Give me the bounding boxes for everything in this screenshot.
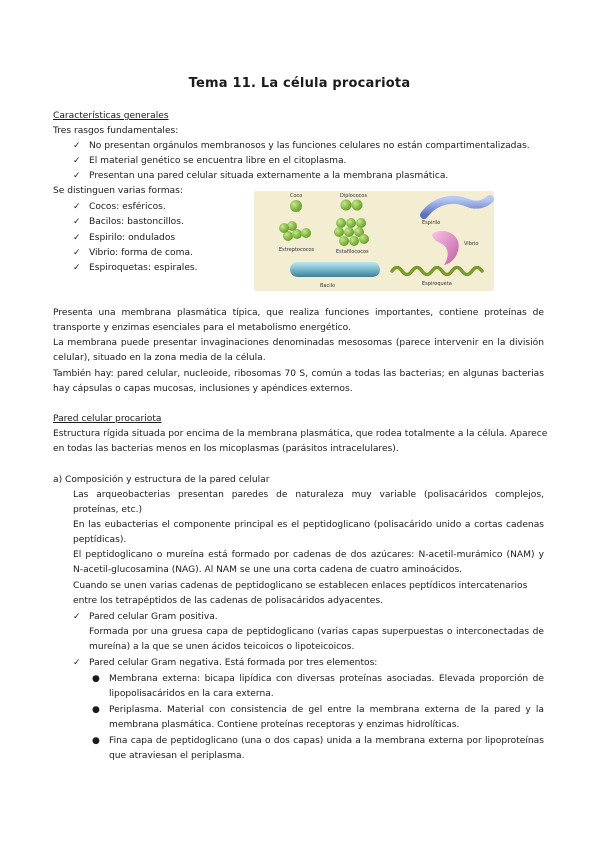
estafilococos-shape: [334, 218, 369, 246]
formas-intro: Se distinguen varias formas:: [53, 186, 183, 196]
rasgo-item: No presentan orgánulos membranosos y las funciones celulares no están compartimentalizadas.: [89, 141, 530, 151]
para-estructuras-line: También hay: pared celular, nucleoide, ribosomas 70 S, común a todas las bacterias; en algunas bacterias: [53, 369, 544, 379]
gram-negative-item-line: Periplasma. Material con consistencia de gel entre la membrana externa de la pared y la: [109, 705, 544, 715]
forma-item: Bacilos: bastoncillos.: [89, 217, 184, 227]
espiroqueta-shape: [392, 268, 482, 275]
subheading-composicion: a) Composición y estructura de la pared celular: [53, 475, 270, 485]
bullet-icon: ●: [92, 705, 100, 715]
para-mesosomas-line: celular), situado en la zona media de la célula.: [53, 353, 266, 363]
gram-negative-item-line: que atraviesan el periplasma.: [109, 751, 245, 761]
gram-positive-heading: Pared celular Gram positiva.: [89, 612, 218, 622]
rasgos-intro: Tres rasgos fundamentales:: [53, 126, 179, 136]
diplococos-shape: [341, 200, 363, 211]
fig-label-espiroqueta: Espiroqueta: [422, 281, 452, 287]
para-peptidoglicano-line: N-acetil-glucosamina (NAG). Al NAM se une una corta cadena de cuatro aminoácidos.: [73, 565, 463, 575]
bullet-icon: ●: [92, 674, 100, 684]
gram-positive-desc-line: Formada por una gruesa capa de peptidoglicano (varias capas superpuestas o interconectadas de: [89, 627, 544, 637]
checkmark-icon: ✓: [73, 233, 81, 243]
para-arqueobacterias-line: Las arqueobacterias presentan paredes de naturaleza muy variable (polisacáridos complejos,: [73, 490, 544, 500]
fig-label-estreptococos: Estreptococos: [279, 247, 315, 253]
checkmark-icon: ✓: [73, 171, 81, 181]
para-arqueobacterias-line: proteínas, etc.): [73, 505, 143, 515]
checkmark-icon: ✓: [73, 141, 81, 151]
para-peptidoglicano-line: El peptidoglicano o mureína está formado por cadenas de dos azúcares: N-acetil-murámico (NAM) y: [73, 550, 544, 560]
para-membrana-line: Presenta una membrana plasmática típica, que realiza funciones importantes, contiene proteínas de: [53, 308, 544, 318]
checkmark-icon: ✓: [73, 263, 81, 273]
coco-shape: [290, 200, 302, 212]
para-membrana-line: transporte y enzimas esenciales para el metabolismo energético.: [53, 323, 351, 333]
forma-item: Espiroquetas: espirales.: [89, 263, 198, 273]
gram-negative-heading: Pared celular Gram negativa. Está formada por tres elementos:: [89, 658, 378, 668]
bullet-icon: ●: [92, 736, 100, 746]
fig-label-vibrio: Vibrio: [464, 241, 479, 247]
page-title: Tema 11. La célula procariota: [188, 76, 411, 91]
rasgo-item: El material genético se encuentra libre en el citoplasma.: [89, 156, 347, 166]
para-eubacterias-line: En las eubacterias el componente principal es el peptidoglicano (polisacárido unido a cortas cadenas: [73, 520, 544, 530]
para-eubacterias-line: peptídicas).: [73, 535, 127, 545]
forma-item: Cocos: esféricos.: [89, 202, 166, 212]
para-pared-line: Estructura rígida situada por encima de la membrana plasmática, que rodea totalmente a la célula. Aparece: [53, 429, 548, 439]
fig-label-espirilo: Espirilo: [422, 220, 441, 226]
gram-negative-item-line: membrana plasmática. Contiene proteínas receptoras y enzimas hidrolíticas.: [109, 720, 460, 730]
gram-positive-desc-line: mureína) a la que se unen ácidos teicoicos o lipoteicoicos.: [89, 642, 355, 652]
fig-label-bacilo: Bacilo: [320, 283, 336, 289]
rasgo-item: Presentan una pared celular situada externamente a la membrana plasmática.: [89, 171, 449, 181]
gram-negative-item-line: lipopolisacáridos en la cara externa.: [109, 689, 274, 699]
bacteria-forms-illustration: [254, 191, 494, 291]
checkmark-icon: ✓: [73, 612, 81, 622]
para-enlaces-line: Cuando se unen varias cadenas de peptidoglicano se establecen enlaces peptídicos intercatenarios: [73, 581, 528, 591]
bacilo-shape: [290, 262, 380, 277]
para-enlaces-line: entre los tetrapéptidos de las cadenas de polisacáridos adyacentes.: [73, 596, 383, 606]
checkmark-icon: ✓: [73, 217, 81, 227]
section-heading-pared: Pared celular procariota: [53, 414, 162, 424]
checkmark-icon: ✓: [73, 248, 81, 258]
estreptococos-shape: [279, 221, 311, 241]
gram-negative-item-line: Membrana externa: bicapa lipídica con diversas proteínas asociadas. Elevada proporción de: [109, 674, 544, 684]
forma-item: Espirilo: ondulados: [89, 233, 176, 243]
para-estructuras-line: hay cápsulas o capas mucosas, inclusiones y apéndices externos.: [53, 384, 353, 394]
gram-negative-item-line: Fina capa de peptidoglicano (una o dos capas) unida a la membrana externa por lipoproteínas: [109, 736, 544, 746]
checkmark-icon: ✓: [73, 658, 81, 668]
para-pared-line: en todas las bacterias menos en los micoplasmas (parásitos intracelulares).: [53, 444, 399, 454]
fig-label-estafilococos: Estafilococos: [336, 249, 369, 255]
forma-item: Vibrio: forma de coma.: [89, 248, 193, 258]
fig-label-coco: Coco: [290, 193, 303, 199]
section-heading-caracteristicas: Características generales: [53, 111, 169, 121]
checkmark-icon: ✓: [73, 202, 81, 212]
para-mesosomas-line: La membrana puede presentar invaginaciones denominadas mesosomas (parece intervenir en la división: [53, 338, 544, 348]
checkmark-icon: ✓: [73, 156, 81, 166]
espirilo-shape: [424, 199, 490, 215]
fig-label-diplococos: Diplococos: [340, 193, 368, 199]
vibrio-shape: [432, 231, 459, 265]
